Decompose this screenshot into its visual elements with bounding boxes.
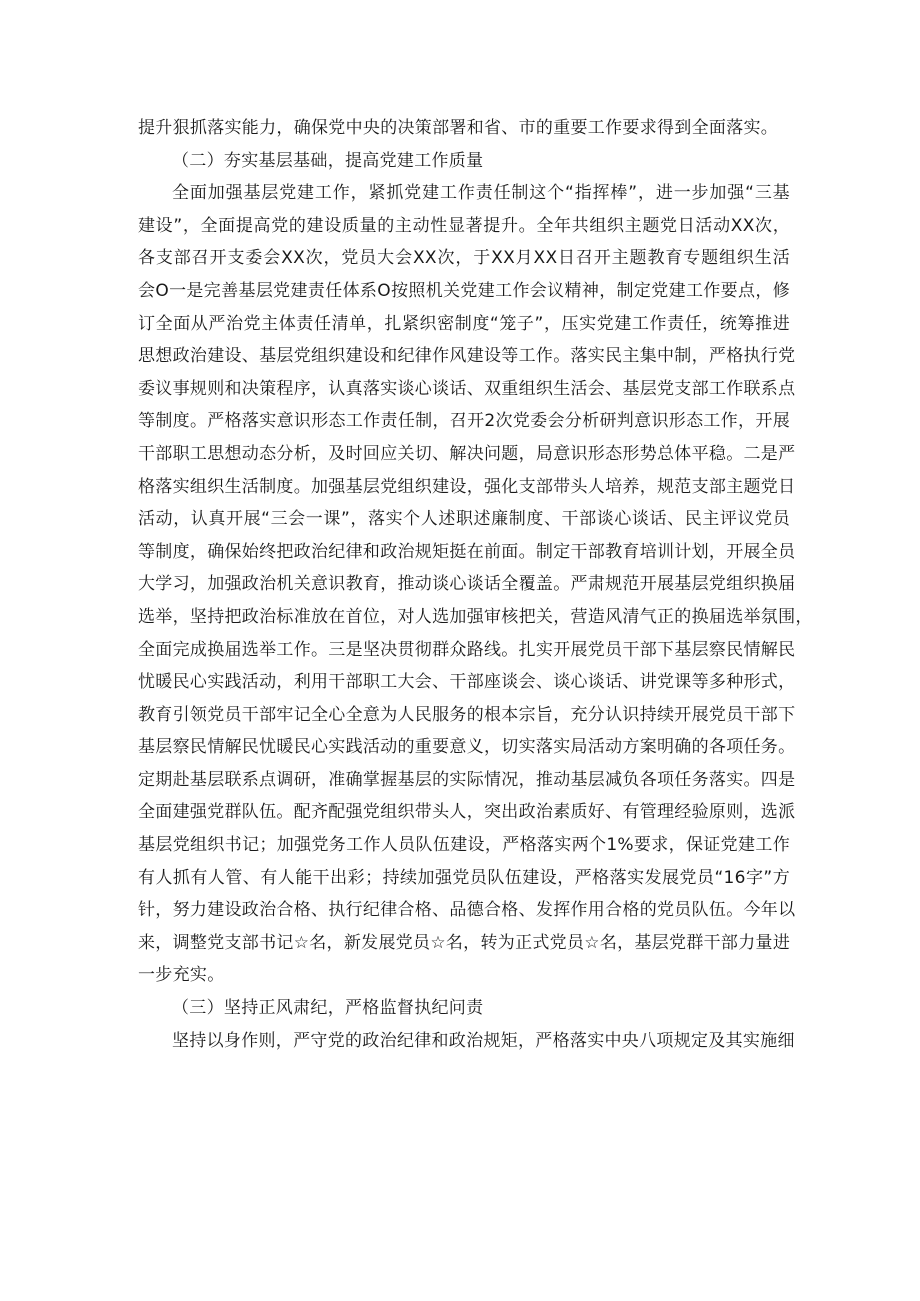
paragraph-line: 格落实组织生活制度。加强基层党组织建设，强化支部带头人培养，规范支部主题党日 xyxy=(138,476,796,497)
paragraph-line: 基层党组织书记；加强党务工作人员队伍建设，严格落实两个1%要求，保证党建工作 xyxy=(138,835,790,856)
paragraph-line: 基层察民情解民忧暖民心实践活动的重要意义，切实落实局活动方案明确的各项任务。 xyxy=(138,737,796,758)
document-body xyxy=(138,112,813,1057)
paragraph-line: 大学习，加强政治机关意识教育，推动谈心谈话全覆盖。严肃规范开展基层党组织换届 xyxy=(138,574,796,595)
paragraph-line: 干部职工思想动态分析，及时回应关切、解决问题，局意识形态形势总体平稳。二是严 xyxy=(138,443,796,464)
paragraph-line: 委议事规则和决策程序，认真落实谈心谈话、双重组织生活会、基层党支部工作联系点 xyxy=(138,378,796,399)
paragraph-line: 全面完成换届选举工作。三是坚决贯彻群众路线。扎实开展党员干部下基层察民情解民 xyxy=(138,639,796,660)
section-heading: （二）夯实基层基础，提高党建工作质量 xyxy=(172,150,484,171)
paragraph-line: 等制度，确保始终把政治纪律和政治规矩挺在前面。制定干部教育培训计划，开展全员 xyxy=(138,541,796,562)
paragraph-line: 有人抓有人管、有人能干出彩；持续加强党员队伍建设，严格落实发展党员“16字”方 xyxy=(138,867,790,888)
paragraph-line: 建设”，全面提高党的建设质量的主动性显著提升。全年共组织主题党日活动XX次， xyxy=(138,215,790,236)
paragraph-line: 一步充实。 xyxy=(138,965,225,986)
paragraph-line: 定期赴基层联系点调研，准确掌握基层的实际情况，推动基层减负各项任务落实。四是 xyxy=(138,769,796,790)
paragraph-line: 忧暖民心实践活动，利用干部职工大会、干部座谈会、谈心谈话、讲党课等多种形式， xyxy=(138,672,796,693)
paragraph-line: 思想政治建设、基层党组织建设和纪律作风建设等工作。落实民主集中制，严格执行党 xyxy=(138,346,796,367)
paragraph-line: 针，努力建设政治合格、执行纪律合格、品德合格、发挥作用合格的党员队伍。今年以 xyxy=(138,900,796,921)
paragraph-line: 来，调整党支部书记☆名，新发展党员☆名，转为正式党员☆名，基层党群干部力量进 xyxy=(138,932,791,953)
paragraph-line: 等制度。严格落实意识形态工作责任制，召开2次党委会分析研判意识形态工作，开展 xyxy=(138,411,790,432)
paragraph-line: 选举，坚持把政治标准放在首位，对人选加强审核把关，营造风清气正的换届选举氛围， xyxy=(138,606,813,627)
paragraph-line: 订全面从严治党主体责任清单，扎紧织密制度“笼子”，压实党建工作责任，统筹推进 xyxy=(138,313,790,334)
paragraph-line: 会O一是完善基层党建责任体系O按照机关党建工作会议精神，制定党建工作要点，修 xyxy=(138,280,790,301)
paragraph-line: 活动，认真开展“三会一课”，落实个人述职述廉制度、干部谈心谈话、民主评议党员 xyxy=(138,509,790,530)
paragraph-line: 提升狠抓落实能力，确保党中央的决策部署和省、市的重要工作要求得到全面落实。 xyxy=(138,118,779,138)
paragraph-line: 教育引领党员干部牢记全心全意为人民服务的根本宗旨，充分认识持续开展党员干部下 xyxy=(138,704,796,725)
paragraph-line: 各支部召开支委会XX次，党员大会XX次，于XX月XX日召开主题教育专题组织生活 xyxy=(138,248,790,269)
paragraph-line: 全面加强基层党建工作，紧抓党建工作责任制这个“指挥棒”，进一步加强“三基 xyxy=(172,183,790,204)
section-heading: （三）坚持正风肃纪，严格监督执纪问责 xyxy=(172,998,484,1019)
paragraph-line: 坚持以身作则，严守党的政治纪律和政治规矩，严格落实中央八项规定及其实施细 xyxy=(172,1030,795,1051)
paragraph-line: 全面建强党群队伍。配齐配强党组织带头人，突出政治素质好、有管理经验原则，选派 xyxy=(138,802,796,823)
